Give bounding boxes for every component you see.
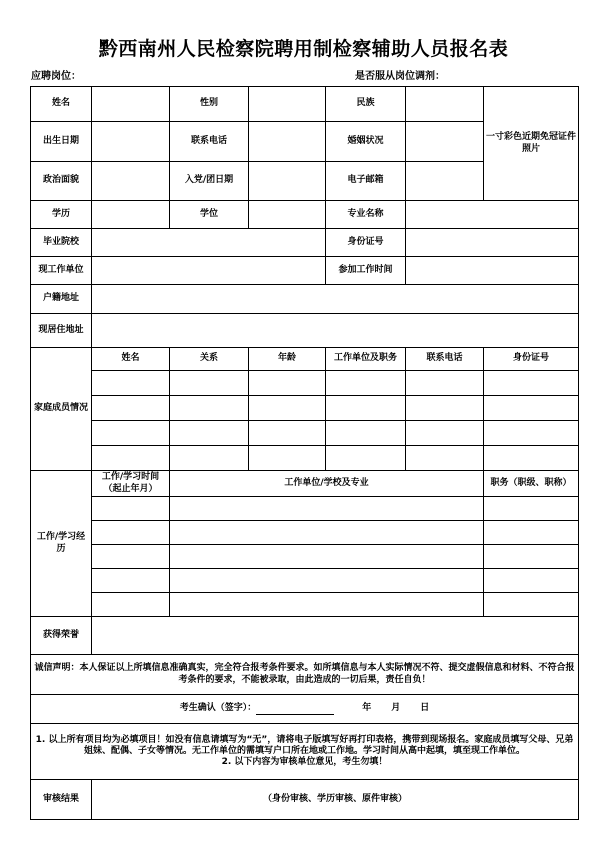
work-cell[interactable]: [484, 521, 579, 545]
registration-form-table: [30, 86, 579, 820]
form-title: 黔西南州人民检察院聘用制检察辅助人员报名表: [98, 38, 509, 60]
work-cell[interactable]: [484, 593, 579, 617]
name-field[interactable]: [92, 87, 170, 122]
work-row: [31, 593, 579, 617]
political-field[interactable]: [92, 162, 170, 201]
education-field[interactable]: [92, 201, 170, 229]
email-field[interactable]: [406, 162, 484, 201]
family-header-relation: 关系: [170, 348, 249, 371]
id-label: 身份证号: [326, 229, 406, 257]
marital-label: 婚姻状况: [326, 122, 406, 162]
family-cell[interactable]: [249, 446, 326, 471]
work-cell[interactable]: [484, 497, 579, 521]
work-cell[interactable]: [170, 593, 484, 617]
work-header-time: 工作/学习时间（起止年月）: [92, 471, 170, 497]
degree-field[interactable]: [249, 201, 326, 229]
family-header-age: 年龄: [249, 348, 326, 371]
work-row: [31, 545, 579, 569]
work-row: [31, 521, 579, 545]
birth-label: 出生日期: [31, 122, 92, 162]
family-cell[interactable]: [484, 371, 579, 396]
education-label: 学历: [31, 201, 92, 229]
family-label: 家庭成员情况: [31, 348, 92, 471]
honors-label: 获得荣誉: [31, 617, 92, 655]
work-header-post: 职务（职级、职称）: [484, 471, 579, 497]
id-field[interactable]: [406, 229, 579, 257]
family-cell[interactable]: [92, 396, 170, 421]
work-cell[interactable]: [92, 593, 170, 617]
school-field[interactable]: [92, 229, 326, 257]
family-cell[interactable]: [249, 396, 326, 421]
family-cell[interactable]: [406, 446, 484, 471]
gender-field[interactable]: [249, 87, 326, 122]
work-start-field[interactable]: [406, 257, 579, 285]
birth-field[interactable]: [92, 122, 170, 162]
family-cell[interactable]: [484, 421, 579, 446]
household-field[interactable]: [92, 285, 579, 314]
family-row: [31, 371, 579, 396]
family-cell[interactable]: [170, 446, 249, 471]
family-cell[interactable]: [406, 371, 484, 396]
household-label: 户籍地址: [31, 285, 92, 314]
family-cell[interactable]: [249, 421, 326, 446]
join-date-field[interactable]: [249, 162, 326, 201]
major-label: 专业名称: [326, 201, 406, 229]
family-header-phone: 联系电话: [406, 348, 484, 371]
family-cell[interactable]: [326, 396, 406, 421]
work-label: 工作/学习经历: [31, 471, 92, 617]
work-start-label: 参加工作时间: [326, 257, 406, 285]
join-date-label: 入党/团日期: [170, 162, 249, 201]
work-cell[interactable]: [92, 569, 170, 593]
family-cell[interactable]: [170, 421, 249, 446]
family-cell[interactable]: [249, 371, 326, 396]
family-cell[interactable]: [406, 421, 484, 446]
signature-month: 月: [391, 703, 401, 714]
work-cell[interactable]: [170, 545, 484, 569]
family-cell[interactable]: [92, 421, 170, 446]
work-cell[interactable]: [170, 521, 484, 545]
work-cell[interactable]: [92, 545, 170, 569]
work-header-unit: 工作单位/学校及专业: [170, 471, 484, 497]
family-cell[interactable]: [484, 446, 579, 471]
major-field[interactable]: [406, 201, 579, 229]
residence-label: 现居住地址: [31, 314, 92, 348]
adjust-label: 是否服从岗位调剂：: [355, 71, 445, 82]
school-label: 毕业院校: [31, 229, 92, 257]
signature-day: 日: [420, 703, 430, 714]
review-label: 审核结果: [31, 780, 92, 820]
work-cell[interactable]: [484, 569, 579, 593]
family-row: [31, 446, 579, 471]
signature-year: 年: [362, 703, 372, 714]
degree-label: 学位: [170, 201, 249, 229]
family-row: [31, 396, 579, 421]
current-unit-field[interactable]: [92, 257, 326, 285]
residence-field[interactable]: [92, 314, 579, 348]
ethnicity-label: 民族: [326, 87, 406, 122]
family-cell[interactable]: [406, 396, 484, 421]
gender-label: 性别: [170, 87, 249, 122]
political-label: 政治面貌: [31, 162, 92, 201]
position-label: 应聘岗位：: [31, 71, 81, 82]
family-cell[interactable]: [170, 371, 249, 396]
review-hint: （身份审核、学历审核、原件审核）: [262, 793, 407, 804]
work-cell[interactable]: [92, 521, 170, 545]
work-cell[interactable]: [92, 497, 170, 521]
review-box: [92, 780, 579, 820]
signature-row: [31, 695, 579, 724]
email-label: 电子邮箱: [326, 162, 406, 201]
note-2: 2. 以下内容为审核单位意见，考生勿填！: [221, 757, 388, 768]
name-label: 姓名: [31, 87, 92, 122]
integrity-declaration: 诚信声明：本人保证以上所填信息准确真实，完全符合报考条件要求。如所填信息与本人实际情况不符、提交虚假信息和材料、不符合报考条件的要求，不能被录取，由此造成的一切后果，责任自负！: [31, 655, 579, 695]
work-cell[interactable]: [170, 497, 484, 521]
honors-field[interactable]: [92, 617, 579, 655]
work-row: [31, 569, 579, 593]
marital-field[interactable]: [406, 122, 484, 162]
notes: [31, 724, 579, 780]
family-cell[interactable]: [92, 371, 170, 396]
note-1: 1. 以上所有项目均为必填项目！如没有信息请填写为“无”，请将电子版填写好再打印表格，携带到现场报名。家庭成员填写父母、兄弟姐妹、配偶、子女等情况。无工作单位的需填写户口所在地或工作地。学习时间从高中起填，填至现工作单位。: [35, 734, 574, 756]
work-row: [31, 497, 579, 521]
family-cell[interactable]: [326, 446, 406, 471]
family-cell[interactable]: [484, 396, 579, 421]
family-cell[interactable]: [326, 371, 406, 396]
phone-label: 联系电话: [170, 122, 249, 162]
work-cell[interactable]: [170, 569, 484, 593]
family-header-id: 身份证号: [484, 348, 579, 371]
family-cell[interactable]: [170, 396, 249, 421]
phone-field[interactable]: [249, 122, 326, 162]
current-unit-label: 现工作单位: [31, 257, 92, 285]
family-header-unit: 工作单位及职务: [326, 348, 406, 371]
ethnicity-field[interactable]: [406, 87, 484, 122]
photo-placeholder: 一寸彩色近期免冠证件照片: [484, 87, 579, 201]
signature-line[interactable]: [256, 704, 334, 715]
family-header-name: 姓名: [92, 348, 170, 371]
family-cell[interactable]: [326, 421, 406, 446]
family-row: [31, 421, 579, 446]
family-cell[interactable]: [92, 446, 170, 471]
signature-label: 考生确认（签字）：: [179, 703, 257, 714]
work-cell[interactable]: [484, 545, 579, 569]
